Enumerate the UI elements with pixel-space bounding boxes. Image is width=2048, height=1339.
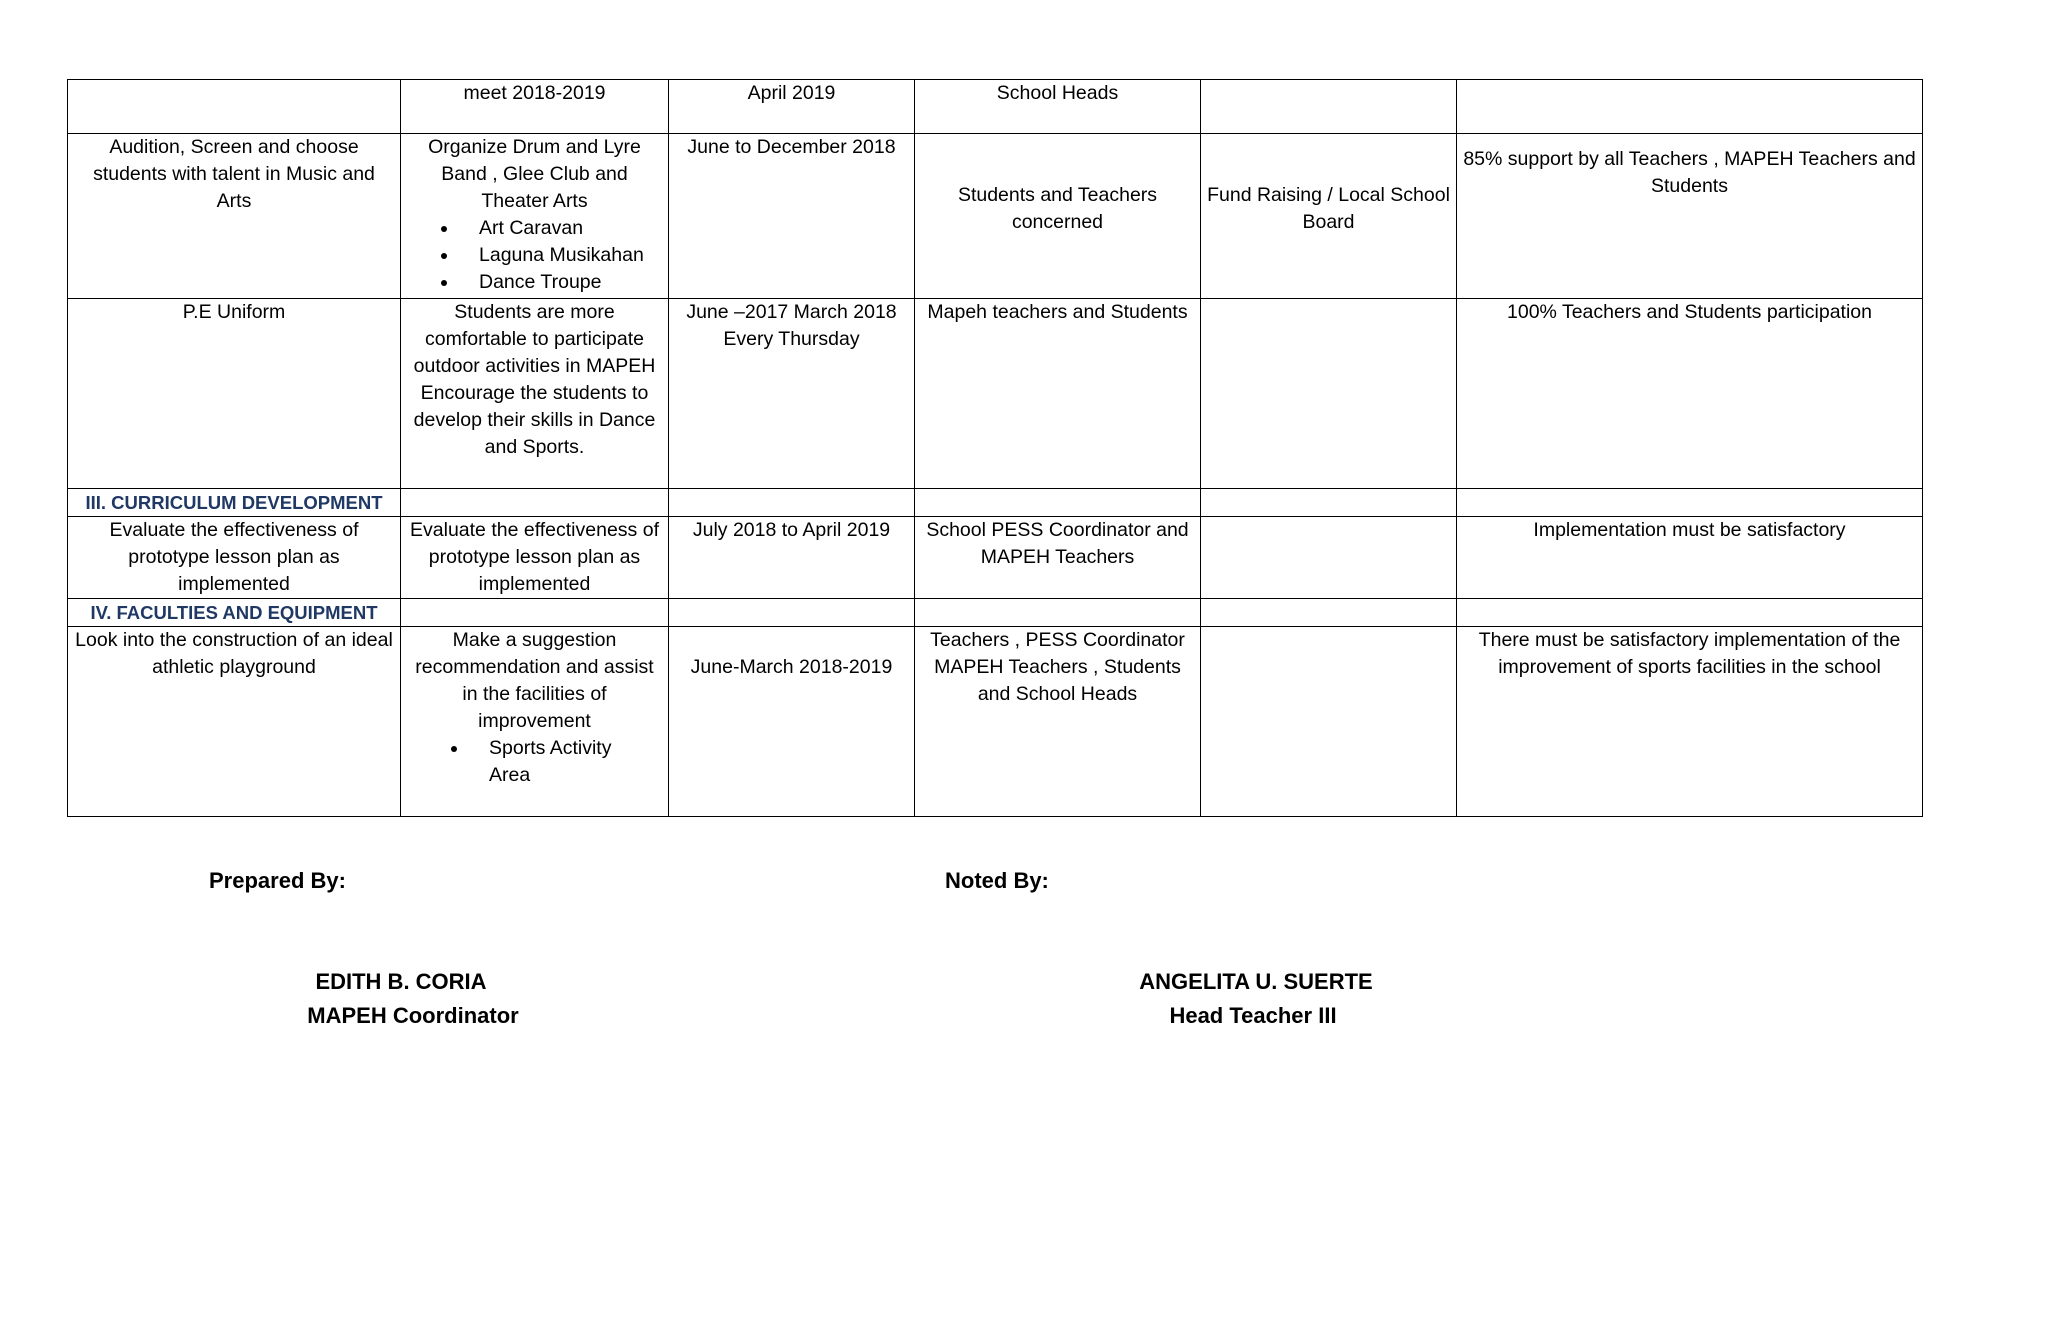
prepared-by-name: EDITH B. CORIA: [315, 969, 487, 994]
time-frame-cell: June to December 2018: [669, 134, 915, 299]
prepared-by-label: Prepared By:: [209, 868, 346, 893]
activity-cell: Look into the construction of an ideal athletic playground: [68, 627, 401, 817]
activity-cell: Evaluate the effectiveness of prototype lesson plan as implemented: [68, 517, 401, 599]
persons-cell: School PESS Coordinator and MAPEH Teachers: [915, 517, 1201, 599]
objective-text: Organize Drum and Lyre Band , Glee Club and Theater Arts: [428, 136, 641, 212]
objective-cell: [401, 627, 669, 817]
table-cell: School Heads: [915, 80, 1201, 134]
noted-by-name: ANGELITA U. SUERTE: [1139, 969, 1373, 994]
resources-cell: Fund Raising / Local School Board: [1201, 134, 1457, 299]
persons-cell: Mapeh teachers and Students: [915, 299, 1201, 489]
table-cell: [915, 489, 1201, 517]
list-item: • Laguna Musikahan: [459, 242, 662, 269]
table-cell: [1201, 599, 1457, 627]
section-row: [68, 489, 1923, 517]
table-row: [68, 299, 1923, 489]
time-frame-cell: June –2017 March 2018 Every Thursday: [669, 299, 915, 489]
objective-cell: [401, 134, 669, 299]
resources-cell: [1201, 627, 1457, 817]
persons-cell: Teachers , PESS Coordinator MAPEH Teachers , Students and School Heads: [915, 627, 1201, 817]
activity-cell: P.E Uniform: [68, 299, 401, 489]
indicator-cell: 100% Teachers and Students participation: [1457, 299, 1923, 489]
activity-cell: Audition, Screen and choose students with talent in Music and Arts: [68, 134, 401, 299]
table-cell: [669, 489, 915, 517]
section-row: [68, 599, 1923, 627]
table-row: [68, 517, 1923, 599]
table-row: [68, 627, 1923, 817]
table-cell: [1201, 80, 1457, 134]
table-cell: [1201, 489, 1457, 517]
table-cell: [401, 599, 669, 627]
noted-by-title: Head Teacher III: [1169, 1003, 1337, 1028]
table-cell: [915, 599, 1201, 627]
table-cell: April 2019: [669, 80, 915, 134]
time-frame-cell: June-March 2018-2019: [669, 627, 915, 817]
persons-cell: Students and Teachers concerned: [915, 134, 1201, 299]
resources-cell: [1201, 299, 1457, 489]
resources-cell: [1201, 517, 1457, 599]
indicator-cell: 85% support by all Teachers , MAPEH Teachers and Students: [1457, 134, 1923, 299]
objective-cell: [401, 299, 669, 489]
noted-by-label: Noted By:: [945, 868, 1049, 893]
indicator-cell: Implementation must be satisfactory: [1457, 517, 1923, 599]
objective-bullet-list: [407, 735, 662, 789]
prepared-by-title: MAPEH Coordinator: [307, 1003, 519, 1028]
objective-bullet-list: [407, 215, 662, 296]
list-item: • Art Caravan: [459, 215, 662, 242]
table-cell: [1457, 80, 1923, 134]
objective-text: Students are more comfortable to participate outdoor activities in MAPEH: [413, 301, 656, 377]
table-cell: meet 2018-2019: [401, 80, 669, 134]
objective-text: Encourage the students to develop their skills in Dance and Sports.: [413, 382, 656, 458]
table-cell: [669, 599, 915, 627]
action-plan-table: [67, 79, 1923, 817]
table-cell: [401, 489, 669, 517]
table-cell: [1457, 599, 1923, 627]
table-cell: [68, 80, 401, 134]
section-heading: IV. FACULTIES AND EQUIPMENT: [68, 599, 401, 627]
objective-text: Make a suggestion recommendation and assist in the facilities of improvement: [415, 629, 654, 732]
table-row: [68, 80, 1923, 134]
list-item: • Sports Activity Area: [469, 735, 612, 789]
table-row: [68, 134, 1923, 299]
list-item: • Dance Troupe: [459, 269, 662, 296]
table-cell: [1457, 489, 1923, 517]
indicator-cell: There must be satisfactory implementation of the improvement of sports facilities in the school: [1457, 627, 1923, 817]
time-frame-cell: July 2018 to April 2019: [669, 517, 915, 599]
objective-cell: Evaluate the effectiveness of prototype lesson plan as implemented: [401, 517, 669, 599]
section-heading: III. CURRICULUM DEVELOPMENT: [68, 489, 401, 517]
